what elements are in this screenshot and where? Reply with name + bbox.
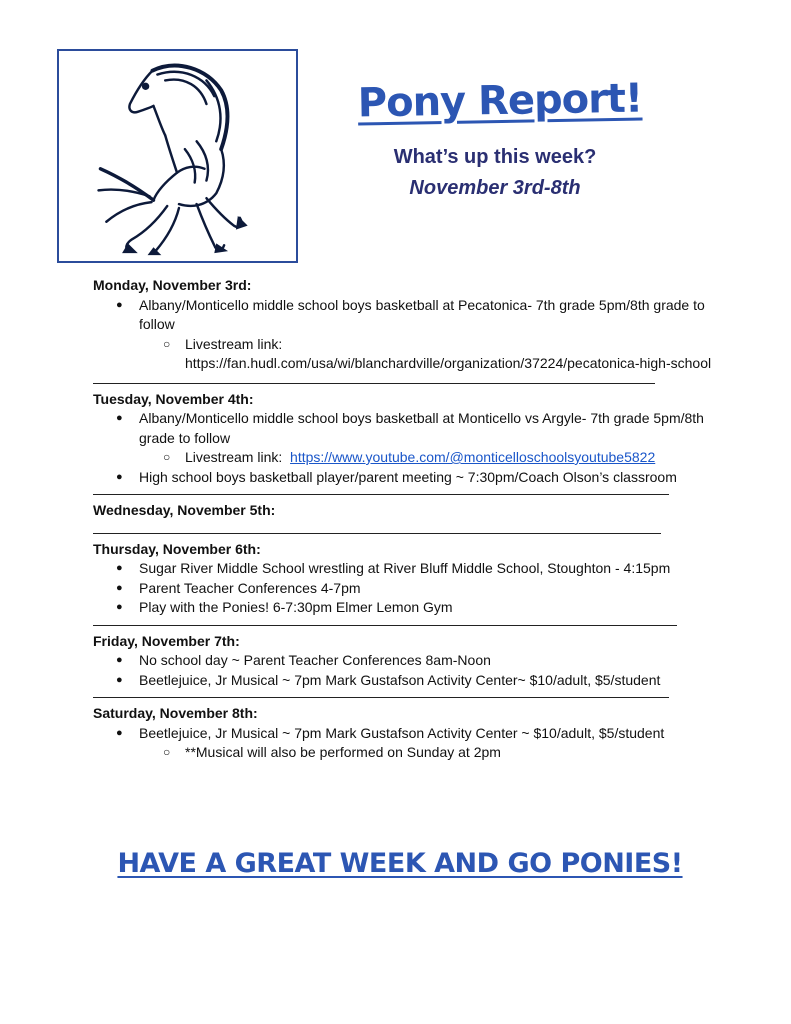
event-text: Albany/Monticello middle school boys basketball at Pecatonica- 7th grade 5pm/8th grade to follow bbox=[139, 296, 705, 332]
day-section-friday bbox=[93, 632, 713, 699]
day-heading-friday: Friday, November 7th: bbox=[93, 632, 240, 649]
event-text: Parent Teacher Conferences 4-7pm bbox=[139, 579, 361, 596]
divider bbox=[93, 625, 677, 626]
event-text: No school day ~ Parent Teacher Conferences 8am-Noon bbox=[139, 652, 491, 668]
list-item bbox=[93, 409, 713, 468]
livestream-label: Livestream link: bbox=[185, 335, 283, 352]
list-item bbox=[93, 559, 713, 579]
list-item bbox=[93, 598, 713, 618]
note-item bbox=[139, 743, 713, 763]
list-item bbox=[93, 651, 713, 671]
report-subtitle: What’s up this week? bbox=[393, 146, 597, 168]
schedule bbox=[93, 276, 713, 763]
event-list-tuesday bbox=[93, 409, 713, 487]
note-text: **Musical will also be performed on Sunday at 2pm bbox=[185, 744, 501, 760]
event-list-friday bbox=[93, 651, 713, 690]
event-list-saturday bbox=[93, 724, 713, 763]
event-text: Sugar River Middle School wrestling at River Bluff Middle School, Stoughton - 4:15pm bbox=[139, 560, 671, 576]
list-item bbox=[93, 724, 713, 763]
mustang-horse-icon bbox=[59, 51, 296, 261]
list-item bbox=[93, 579, 713, 599]
livestream-item bbox=[139, 335, 713, 374]
event-text: Beetlejuice, Jr Musical ~ 7pm Mark Gustafson Activity Center~ $10/adult, $5/student bbox=[139, 671, 661, 688]
day-section-monday bbox=[93, 276, 713, 384]
mustang-logo-box bbox=[57, 49, 298, 263]
event-text: High school boys basketball player/parent meeting ~ 7:30pm/Coach Olson’s classroom bbox=[139, 468, 677, 485]
report-date-range: November 3rd-8th bbox=[409, 177, 581, 199]
event-text: Beetlejuice, Jr Musical ~ 7pm Mark Gustafson Activity Center ~ $10/adult, $5/student bbox=[139, 724, 665, 741]
livestream-link[interactable]: https://www.youtube.com/@monticelloschoolsyoutube5822 bbox=[290, 449, 656, 465]
closing-banner: HAVE A GREAT WEEK AND GO PONIES! bbox=[117, 848, 683, 879]
day-heading-saturday: Saturday, November 8th: bbox=[93, 705, 258, 721]
sub-list bbox=[139, 448, 713, 468]
day-heading-monday: Monday, November 3rd: bbox=[93, 277, 252, 293]
list-item bbox=[93, 468, 713, 488]
day-section-saturday bbox=[93, 704, 713, 763]
report-title: Pony Report! bbox=[357, 75, 643, 127]
sub-list bbox=[139, 335, 713, 374]
sub-list bbox=[139, 743, 713, 763]
day-section-tuesday bbox=[93, 390, 713, 496]
divider bbox=[93, 697, 669, 698]
event-list-thursday bbox=[93, 559, 713, 618]
list-item bbox=[93, 296, 713, 374]
divider bbox=[93, 383, 655, 384]
livestream-label: Livestream link: bbox=[185, 449, 283, 465]
list-item bbox=[93, 671, 713, 691]
divider bbox=[93, 533, 661, 534]
day-section-thursday bbox=[93, 540, 713, 626]
livestream-url: https://fan.hudl.com/usa/wi/blanchardville/organization/37224/pecatonica-high-school bbox=[185, 355, 712, 371]
day-section-wednesday bbox=[93, 501, 713, 534]
divider bbox=[93, 494, 669, 495]
day-heading-wednesday: Wednesday, November 5th: bbox=[93, 502, 276, 518]
event-text: Play with the Ponies! 6-7:30pm Elmer Lemon Gym bbox=[139, 599, 453, 615]
day-heading-thursday: Thursday, November 6th: bbox=[93, 540, 261, 557]
event-list-monday bbox=[93, 296, 713, 374]
event-text: Albany/Monticello middle school boys basketball at Monticello vs Argyle- 7th grade 5pm/8th grade to follow bbox=[139, 410, 704, 446]
day-heading-tuesday: Tuesday, November 4th: bbox=[93, 390, 254, 407]
livestream-item bbox=[139, 448, 713, 468]
